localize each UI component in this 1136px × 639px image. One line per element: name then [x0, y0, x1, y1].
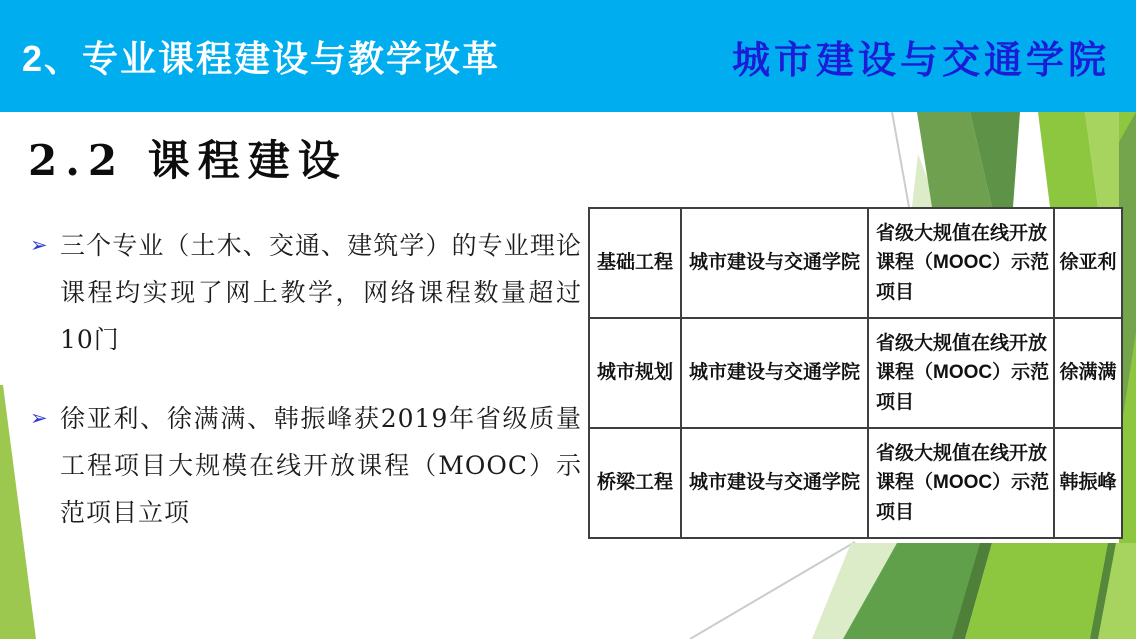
bullet-text: 徐亚利、徐满满、韩振峰获2019年省级质量工程项目大规模在线开放课程（MOOC）示范项目立项 — [60, 404, 582, 527]
college-cell: 城市建设与交通学院 — [681, 318, 868, 428]
project-cell: 省级大规值在线开放课程（MOOC）示范项目 — [868, 208, 1054, 318]
bullet-text: 三个专业（土木、交通、建筑学）的专业理论课程均实现了网上教学，网络课程数量超过10门 — [60, 231, 582, 354]
table-row — [589, 428, 1122, 538]
college-cell: 城市建设与交通学院 — [681, 208, 868, 318]
mooc-projects-table — [588, 207, 1123, 539]
person-cell: 韩振峰 — [1054, 428, 1122, 538]
bullet-list — [30, 222, 582, 568]
bullet-item — [30, 395, 582, 536]
college-cell: 城市建设与交通学院 — [681, 428, 868, 538]
bullet-item — [30, 222, 582, 363]
table-row — [589, 318, 1122, 428]
top-right-green-triangles-decoration — [880, 112, 1136, 207]
course-cell: 城市规划 — [589, 318, 681, 428]
bullet-arrow-icon: ➢ — [30, 234, 48, 257]
bullet-arrow-icon: ➢ — [30, 407, 48, 430]
project-cell: 省级大规值在线开放课程（MOOC）示范项目 — [868, 318, 1054, 428]
header-bar — [0, 0, 1136, 112]
project-cell: 省级大规值在线开放课程（MOOC）示范项目 — [868, 428, 1054, 538]
bottom-right-green-triangles-decoration — [660, 540, 1136, 639]
person-cell: 徐满满 — [1054, 318, 1122, 428]
person-cell: 徐亚利 — [1054, 208, 1122, 318]
diagonal-gray-line — [892, 112, 909, 207]
slide-title: 2、专业课程建设与教学改革 — [22, 37, 501, 79]
section-heading: 2.2 课程建设 — [28, 136, 348, 185]
institution-name: 城市建设与交通学院 — [731, 36, 1110, 82]
course-cell: 桥梁工程 — [589, 428, 681, 538]
course-cell: 基础工程 — [589, 208, 681, 318]
table-row — [589, 208, 1122, 318]
